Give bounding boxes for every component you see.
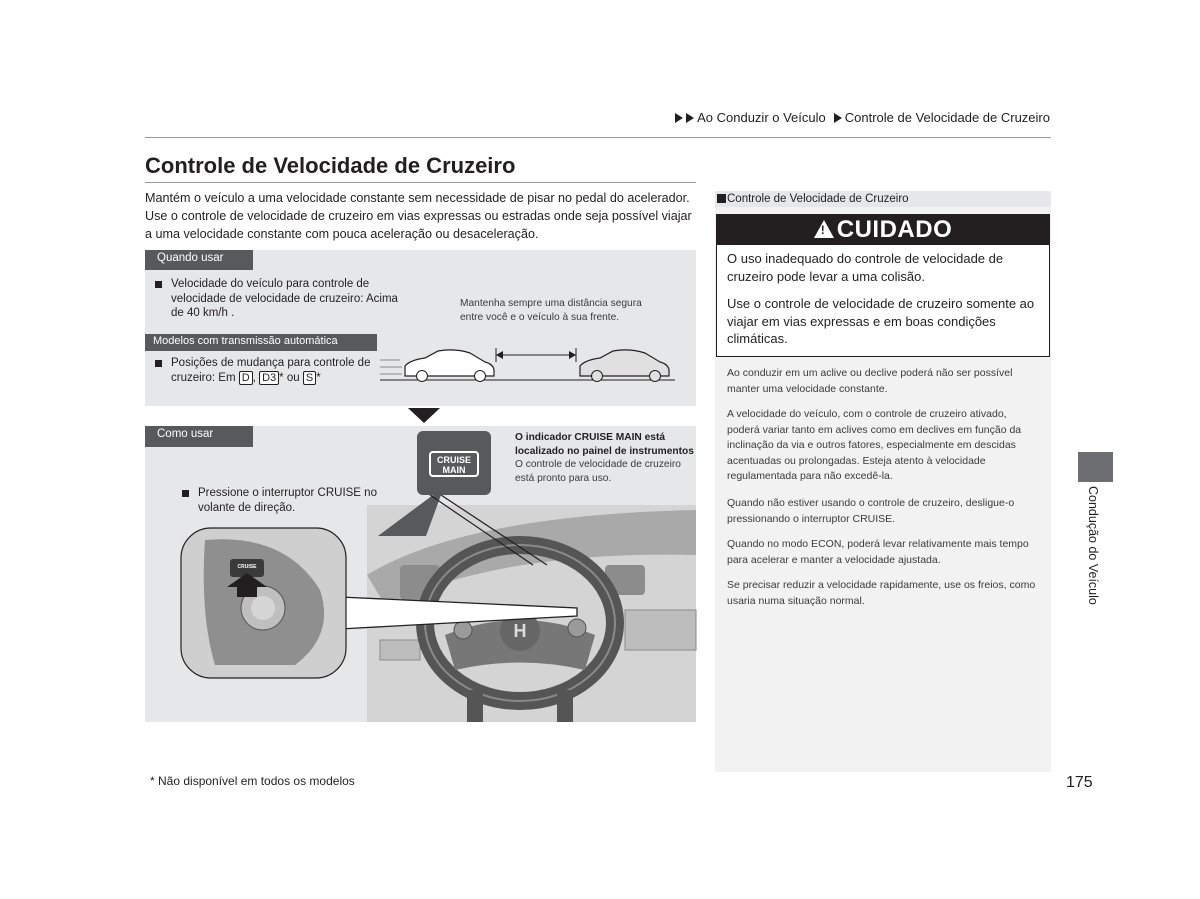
how-to-use-tag: Como usar [145, 426, 253, 447]
page-number: 175 [1066, 774, 1093, 791]
press-cruise-bullet: Pressione o interruptor CRUISE no volante de direção. [178, 486, 378, 515]
gear-bullet [151, 356, 391, 385]
page-title: Controle de Velocidade de Cruzeiro [145, 153, 516, 178]
caution-title: CUIDADO [836, 216, 953, 243]
star-or: * ou [279, 371, 300, 384]
breadcrumb-item[interactable]: Ao Conduzir o Veículo [697, 110, 826, 125]
following-distance-illustration [380, 340, 680, 385]
gear-key-d3: D3 [259, 371, 279, 385]
breadcrumb-item[interactable]: Controle de Velocidade de Cruzeiro [844, 110, 1050, 125]
sidebar-header: Controle de Velocidade de Cruzeiro [715, 191, 1051, 207]
caution-text-2: Use o controle de velocidade de cruzeiro somente ao viajar em vias expressas e em boas condições climáticas. [727, 296, 1035, 346]
chapter-tab [1078, 452, 1113, 482]
when-to-use-tag: Quando usar [145, 250, 253, 270]
cruise-indicator-note [515, 431, 695, 485]
speed-bullet: Velocidade do veículo para controle de velocidade de velocidade de cruzeiro: Acima de 40 km/h . [151, 277, 401, 321]
indicator-title: O indicador CRUISE MAIN está localizado no painel de instrumentos [515, 432, 694, 457]
distance-note: Mantenha sempre uma distância segura entre você e o veículo à sua frente. [460, 298, 642, 323]
sidebar-note: Se precisar reduzir a velocidade rapidamente, use os freios, como usaria numa situação normal. [727, 579, 1036, 607]
breadcrumb-triangle-icon [834, 113, 842, 123]
breadcrumb [675, 110, 1050, 125]
gear-key-s: S [303, 371, 316, 385]
sidebar-note: Quando no modo ECON, poderá levar relativamente mais tempo para acelerar e manter a velocidade ajustada. [727, 538, 1029, 566]
gear-key-d: D [239, 371, 253, 385]
breadcrumb-triangle-icon [686, 113, 694, 123]
svg-text:H: H [513, 621, 527, 641]
cruise-switch-label: CRUISE [237, 564, 257, 570]
caution-text-1: O uso inadequado do controle de velocidade de cruzeiro pode levar a uma colisão. [727, 251, 1004, 284]
dashboard-illustration [145, 495, 696, 722]
breadcrumb-triangle-icon [675, 113, 683, 123]
title-divider [145, 182, 696, 183]
sidebar-note: Quando não estiver usando o controle de cruzeiro, desligue-o pressionando o interruptor CRUISE. [727, 497, 1015, 525]
sidebar-note: Ao conduzir em um aclive ou declive poderá não ser possível manter uma velocidade constante. [727, 367, 1013, 395]
caution-triangle-icon [814, 220, 834, 238]
chapter-label: Condução do Veículo [1086, 486, 1100, 605]
cruise-main-badge [417, 431, 491, 495]
cruise-main-label: CRUISE MAIN [429, 451, 479, 477]
gear-prefix: Posições de mudança para controle de cruzeiro: Em [171, 357, 371, 384]
down-arrow-icon [408, 408, 440, 423]
footnote: * Não disponível em todos os modelos [150, 774, 355, 788]
header-divider [145, 137, 1051, 138]
indicator-text: O controle de velocidade de cruzeiro está pronto para uso. [515, 459, 681, 484]
caution-box [716, 214, 1050, 357]
comma: , [252, 371, 256, 384]
automatic-models-tag: Modelos com transmissão automática [145, 334, 377, 351]
intro-paragraph: Mantém o veículo a uma velocidade constante sem necessidade de pisar no pedal do acelerador. Use o controle de velocidade de cruzeiro em vias expressas ou estradas onde seja possível viajar a uma velocidade constante com pouca aceleração ou desaceleração. [145, 191, 692, 241]
star: * [316, 371, 321, 384]
caution-header [717, 215, 1049, 245]
sidebar-note: A velocidade do veículo, com o controle de cruzeiro ativado, poderá variar tanto em aclives como em declives em função da inclinação da via e outros fatores, especialmente em descidas acentuadas ou prolongadas. Esteja atento à velocidade regulamentada para não excedê-la. [727, 408, 1022, 482]
